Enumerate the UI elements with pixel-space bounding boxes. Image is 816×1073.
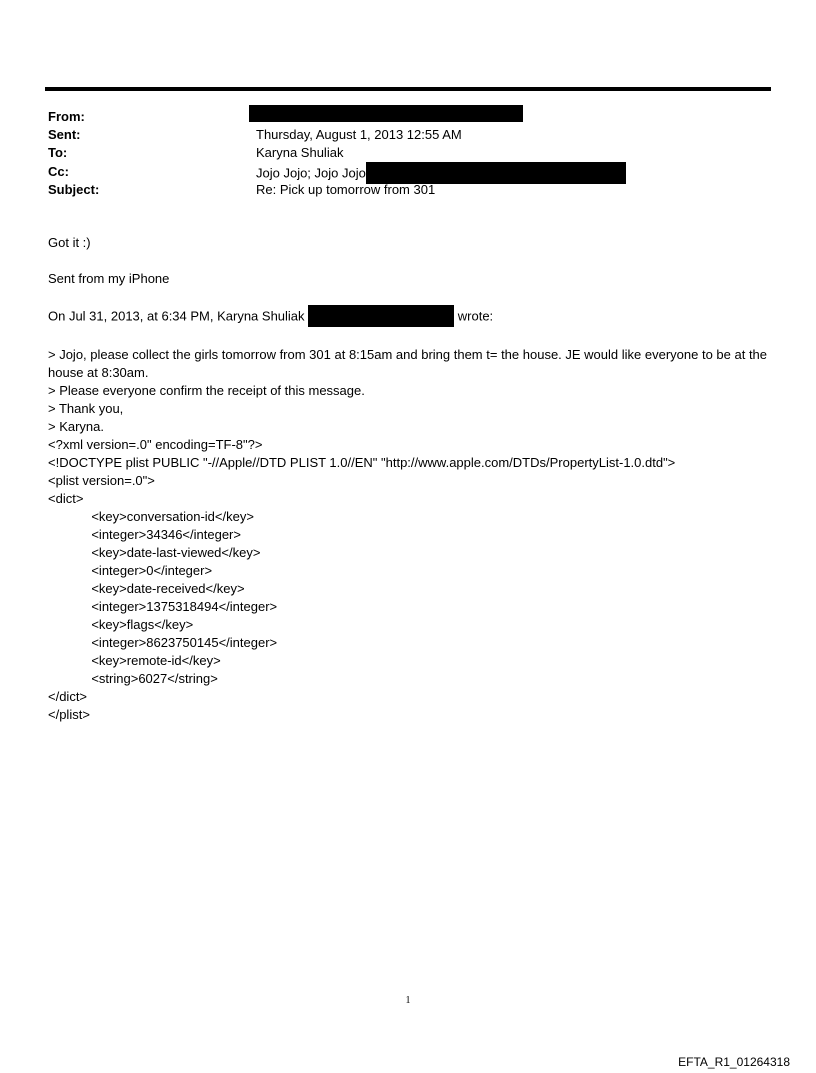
cc-value: Jojo Jojo; Jojo Jojo <box>256 165 366 180</box>
plist-line: <key>conversation-id</key> <box>48 509 254 524</box>
redaction-block <box>249 105 523 122</box>
plist-line: <dict> <box>48 491 84 506</box>
plist-line: <integer>0</integer> <box>48 563 213 578</box>
from-label: From: <box>48 109 85 124</box>
plist-line: </dict> <box>48 689 88 704</box>
sent-label: Sent: <box>48 127 81 143</box>
plist-line: <integer>1375318494</integer> <box>48 599 278 614</box>
subject-value: Re: Pick up tomorrow from 301 <box>256 181 436 197</box>
plist-line: <plist version=.0"> <box>48 473 155 488</box>
plist-metadata <box>48 436 768 724</box>
redaction-block <box>308 305 454 327</box>
email-header <box>48 108 768 199</box>
plist-line: <!DOCTYPE plist PUBLIC "-//Apple//DTD PLIST 1.0//EN" "http://www.apple.com/DTDs/PropertyList-1.0.dtd"> <box>48 455 676 470</box>
plist-line: <string>6027</string> <box>48 671 218 686</box>
sent-row <box>48 126 768 144</box>
plist-line: <?xml version=.0" encoding=TF-8"?> <box>48 437 263 452</box>
quoted-line: > Jojo, please collect the girls tomorrow from 301 at 8:15am and bring them t= the house. JE would like everyone to be at the house at 8:30am. <box>48 347 771 380</box>
plist-line: <key>date-last-viewed</key> <box>48 545 261 560</box>
signature-text: Sent from my iPhone <box>48 271 170 286</box>
email-body <box>48 234 771 724</box>
cc-row <box>48 163 768 181</box>
subject-row <box>48 181 768 199</box>
sent-value: Thursday, August 1, 2013 12:55 AM <box>256 127 462 143</box>
cc-label: Cc: <box>48 163 69 179</box>
quoted-line: > Thank you, <box>48 401 124 416</box>
to-row <box>48 144 768 162</box>
reply-text: Got it :) <box>48 235 91 250</box>
quoted-line: > Karyna. <box>48 419 105 434</box>
header-divider <box>45 87 771 91</box>
quote-intro <box>48 306 768 328</box>
plist-line: </plist> <box>48 707 90 722</box>
plist-line: <integer>34346</integer> <box>48 527 241 542</box>
to-value: Karyna Shuliak <box>256 145 344 161</box>
plist-line: <key>remote-id</key> <box>48 653 221 668</box>
quote-intro-after: wrote: <box>454 308 494 324</box>
from-row <box>48 108 768 126</box>
quote-intro-before: On Jul 31, 2013, at 6:34 PM, Karyna Shuliak <box>48 308 309 324</box>
to-label: To: <box>48 145 68 161</box>
plist-line: <key>flags</key> <box>48 617 194 632</box>
quoted-message <box>48 346 771 436</box>
plist-line: <key>date-received</key> <box>48 581 245 596</box>
subject-label: Subject: <box>48 181 100 197</box>
page-number: 1 <box>405 995 411 1006</box>
quoted-line: > Please everyone confirm the receipt of this message. <box>48 383 365 398</box>
plist-line: <integer>8623750145</integer> <box>48 635 278 650</box>
bates-number: EFTA_R1_01264318 <box>678 1055 790 1069</box>
